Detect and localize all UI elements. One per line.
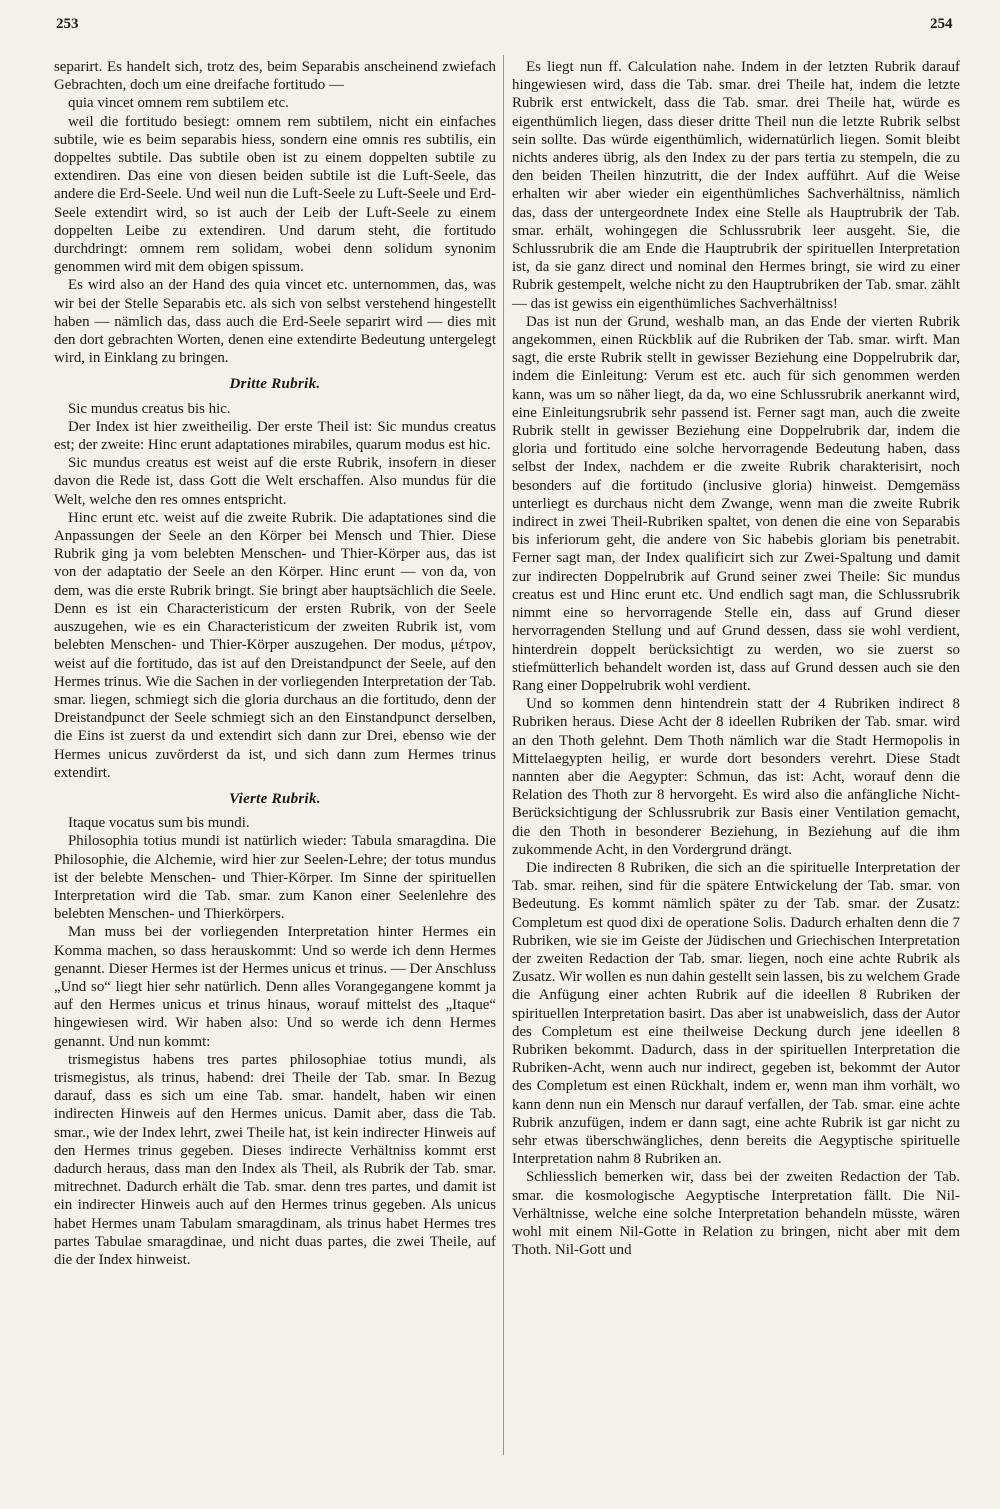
column-divider (503, 55, 504, 1455)
paragraph: weil die fortitudo besiegt: omnem rem subtilem, nicht ein einfaches subtile, wie es beim separabis hiess, sondern eine omnis res subtilis, ein doppeltes subtile. Das subtile oben ist zu einem doppelten subtile zu extendiren. Das eine von diesen beiden subtile ist die Luft-Seele, das andere die Erd-Seele. Und weil nun die Luft-Seele zu Luft-Seele und Erd-Seele extendirt wird, so ist auch der Leib der Luft-Seele zu einem doppelten Leibe zu extendiren. Und darum steht, die fortitudo durchdringt: omnem rem solidam, wobei denn solidum synonim genommen wird mit dem obigen spissum. (54, 113, 496, 276)
paragraph: Hinc erunt etc. weist auf die zweite Rubrik. Die adaptationes sind die Anpassungen der Seele an den Körper bei Mensch und Thier. Diese Rubrik ging ja vom belebten Menschen- und Thier-Körper aus, das ist von der adaptatio der Seele an den Körper. Hinc erunt — von da, von dem, was die erste Rubrik bringt. Sie bringt aber hauptsächlich die Seele. Denn es ist ein Characteristicum der ersten Rubrik, von der Seele auszugehen, wie es ein Characteristicum der zweiten Rubrik ist, vom belebten Menschen- und Thier-Körper auszugehen. Der modus, μέτρον, weist auf die fortitudo, das ist auf den Dreistandpunct der Seele, auf den Hermes trinus. Wie die Sachen in der vorliegenden Interpretation der Tab. smar. liegen, schmiegt sich die gloria durchaus an die fortitudo, denn der Dreistandpunct der Seele schmiegt sich an den Einstandpunct derselben, die Eins ist zuerst da und extendirt sich dann zur Drei, ebenso wie der Hermes unicus zuvörderst da ist, und sich dann zum Hermes trinus extendirt. (54, 509, 496, 781)
right-column (512, 58, 960, 1259)
section-heading: Dritte Rubrik. (229, 376, 321, 393)
paragraph: Und so kommen denn hintendrein statt der 4 Rubriken indirect 8 Rubriken heraus. Diese Acht der 8 ideellen Rubriken der Tab. smar. wird an den Thoth gelehnt. Dem Thoth nämlich war die Stadt Hermopolis in Mittelaegypten heilig, er wurde dort besonders verehrt. Diese Stadt nannten aber die Aegypter: Schmun, das ist: Acht, worauf denn die Relation des Thoth zur 8 hervorgeht. Es wird also die anfängliche Nicht-Berücksichtigung der Schlussrubrik zur Basis einer Ventilation gemacht, die den Thoth in besonderer Beziehung, in Beziehung auf die ihm zukommende Acht, in den Vordergrund drängt. (512, 696, 960, 858)
paragraph: Itaque vocatus sum bis mundi. (68, 815, 250, 832)
paragraph: Die indirecten 8 Rubriken, die sich an die spirituelle Interpretation der Tab. smar. reihen, sind für die spätere Entwickelung der Tab. smar. von Bedeutung. Es kommt nämlich später zu der Tab. smar. der Zusatz: Completum est quod dixi de operatione Solis. Dadurch erhalten denn die 7 Rubriken, wie sie im Geiste der Jüdischen und Griechischen Interpretation der zweiten Redaction der Tab. smar. liegen, noch eine achte Rubrik als Zusatz. Wir wollen es nun dahin gestellt sein lassen, bis zu welchem Grade die Anfügung einer achten Rubrik auf die ideellen 8 Rubriken der spirituellen Interpretation basirt. Das aber ist unabweislich, dass der Autor des Completum est eine theilweise Deckung durch jene ideellen 8 Rubriken bekommt. Dadurch, dass in der spirituellen Interpretation die Rubriken-Acht, wenn auch nur indirect, gegeben ist, bekommt der Autor des Completum est einen Rückhalt, indem er, wenn man ihm vorhält, wo kann denn nun ein Mensch nur darauf verfallen, der Tab. smar. eine achte Rubrik anzufügen, indem er dann sagt, eine achte Rubrik ist gar nicht zu sehr etwas überschwängliches, denn bereits die Aegyptische spirituelle Interpretation nahm 8 Rubriken an. (512, 859, 960, 1168)
paragraph: quia vincet omnem rem subtilem etc. (68, 95, 289, 112)
paragraph: separirt. Es handelt sich, trotz des, beim Separabis anscheinend zwiefach Gebrachten, doch um eine dreifache fortitudo — (54, 59, 496, 94)
paragraph: trismegistus habens tres partes philosophiae totius mundi, als trismegistus, als trinus, habend: drei Theile der Tab. smar. In Bezug darauf, dass es sich um eine Tab. smar. handelt, haben wir einen indirecten Hinweis auf den Hermes unicus. Damit aber, dass die Tab. smar., wie der Index lehrt, zwei Theile hat, ist kein indirecter Hinweis auf den Hermes trinus gegeben. Dieses indirecte Verhältniss kommt erst dadurch heraus, dass man den Index als Theil, als Rubrik der Tab. smar. mitrechnet. Dadurch erhält die Tab. smar. denn tres partes, und damit ist ein indirecter Hinweis auch auf den Hermes trinus gegeben. Als unicus habet Hermes unam Tabulam smaragdinam, als trinus habet Hermes tres partes Tabulae smaragdinae, und nicht duas partes, die zwei Theile, auf die der Index hinweist. (54, 1051, 496, 1268)
paragraph: Sic mundus creatus bis hic. (68, 400, 231, 417)
page-number-left: 253 (56, 16, 79, 32)
paragraph: Sic mundus creatus est weist auf die erste Rubrik, insofern in dieser davon die Rede ist, dass Gott die Welt erschaffen. Also mundus für die Welt, welche den res omnes entspricht. (54, 455, 496, 508)
paragraph: Das ist nun der Grund, weshalb man, an das Ende der vierten Rubrik angekommen, einen Rückblik auf die Rubriken der Tab. smar. wirft. Man sagt, die erste Rubrik stellt in gewisser Beziehung eine Doppelrubrik dar, indem die Einleitung: Verum est etc. auch für sich genommen werden kann, was um so näher liegt, da da, wo eine Schlussrubrik anerkannt wird, eine Einleitungsrubrik sehr passend ist. Ferner sagt man, auch die zweite Rubrik stellt in gewisser Beziehung eine Doppelrubrik dar, indem die gloria und fortitudo eine solche hervorragende Bedeutung haben, dass selbst der Index, nachdem er die zweite Rubrik charakterisirt, noch besonders auf die fortitudo (inclusive gloria) hinweist. Demgemäss unterliegt es durchaus nicht dem Zwange, wenn man die zweite Rubrik indirect in zwei Theil-Rubriken spaltet, von denen die eine von Separabis bis inferiorum geht, die andere von Sic habebis gloriam bis penetrabit. Ferner sagt man, der Index qualificirt sich zur Zwei-Spaltung und damit zur indirecten Doppelrubrik auf Grund seiner zwei Theile: Sic mundus creatus est und Hinc erunt etc. Und endlich sagt man, die Schlussrubrik nimmt eine so hervorragende Stelle ein, dass auf Grund dieser hervorragenden Stellung und auf Grund dessen, dass sie wohl verdient, hinterdrein doppelt berücksichtigt zu werden, wo sie zuerst so stiefmütterlich behandelt worden ist, dass auf Grund dessen auch sie den Rang einer Doppelrubrik wohl verdient. (512, 313, 960, 694)
left-column (54, 58, 496, 1269)
paragraph: Philosophia totius mundi ist natürlich wieder: Tabula smaragdina. Die Philosophie, die Alchemie, wird hier zur Seelen-Lehre; der totus mundus ist der belebte Menschen- und Thier-Körper. Im Sinne der spirituellen Interpretation wird die Tab. smar. zum Kanon einer Seelenlehre des belebten Menschen- und Thierkörpers. (54, 833, 496, 923)
paragraph: Schliesslich bemerken wir, dass bei der zweiten Redaction der Tab. smar. die kosmologische Aegyptische Interpretation fällt. Die Nil-Verhältnisse, welche eine solche Interpretation behandeln müsste, wären wohl mit einem Nil-Gotte in Relation zu bringen, nicht aber mit dem Thoth. Nil-Gott und (512, 1169, 960, 1259)
paragraph: Man muss bei der vorliegenden Interpretation hinter Hermes ein Komma machen, so dass herauskommt: Und so werde ich denn Hermes genannt. Dieser Hermes ist der Hermes unicus et trinus. — Der Anschluss „Und so“ liegt hier sehr natürlich. Denn alles Vorangegangene kommt ja auf den Hermes unicus et trinus hinaus, worauf mittelst des „Itaque“ hingewiesen wird. Wir haben also: Und so werde ich denn Hermes genannt. Und nun kommt: (54, 924, 496, 1050)
page-number-right: 254 (930, 16, 953, 32)
paragraph: Es liegt nun ff. Calculation nahe. Indem in der letzten Rubrik darauf hingewiesen wird, dass die Tab. smar. drei Theile hat, indem die letzte Rubrik erst entwickelt, dass die Tab. smar. drei Theile hat, würde es eigenthümlich liegen, dass dieser dritte Theil nun die letzte Rubrik selbst sein sollte. Das würde eigenthümlich, widernatürlich liegen. Somit bleibt nichts anderes übrig, als den Index zu der pars tertia zu stempeln, die zu den beiden Theilen hinzutritt, die der Index aufführt. Auf die Weise erhalten wir aber wieder ein eigenthümliches Sachverhältniss, nämlich das, dass der untergeordnete Index eine Stelle als Hauptrubrik der Tab. smar. erhält, wohingegen die Schlussrubrik leer ausgeht. Sie, die Schlussrubrik die am Ende die Hauptrubrik der spirituellen Interpretation ist, da sie ganz direct und nominal den Hermes bringt, sie wird zu einer Rubrik gestempelt, welche nicht zu den Hauptrubriken der Tab. smar. zählt — das ist gewiss ein eigenthümliches Sachverhältniss! (512, 59, 960, 312)
section-heading: Vierte Rubrik. (229, 790, 321, 807)
paragraph: Der Index ist hier zweitheilig. Der erste Theil ist: Sic mundus creatus est; der zweite: Hinc erunt adaptationes mirabiles, quarum modus est hic. (54, 418, 496, 454)
paragraph: Es wird also an der Hand des quia vincet etc. unternommen, das, was wir bei der Stelle Separabis etc. als sich von selbst verstehend hingestellt haben — nämlich das, dass auch die Erd-Seele separirt wird — dies mit den dort gebrachten Worten, denen eine extendirte Bedeutung untergelegt wird, in Einklang zu bringen. (54, 277, 496, 367)
